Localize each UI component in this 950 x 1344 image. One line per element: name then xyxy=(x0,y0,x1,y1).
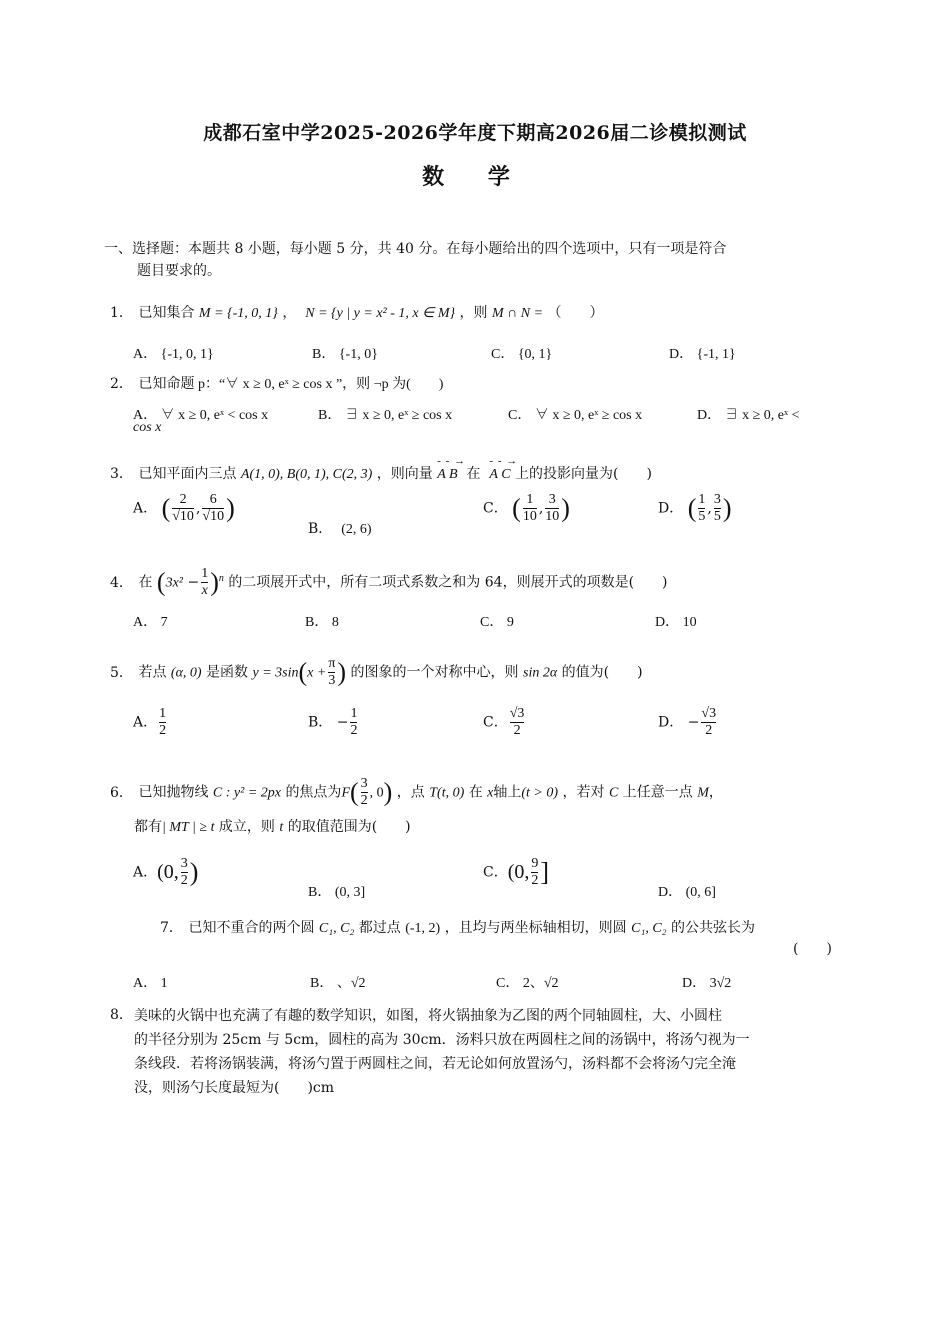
q4-option-a[interactable]: A． 7 xyxy=(133,615,168,630)
q8-line-2: 的半径分别为 25cm 与 5cm，圆柱的高为 30cm．汤料只放在两圆柱之间的汤锅中，将汤勺视为一 xyxy=(134,1032,750,1048)
q7-option-d[interactable]: D． 3√2 xyxy=(682,976,732,991)
q7-option-a[interactable]: A． 1 xyxy=(133,976,168,991)
q3-option-b[interactable]: B． (2, 6) xyxy=(308,521,372,537)
q7-option-b[interactable]: B． 、√2 xyxy=(310,976,366,991)
q5-option-a[interactable]: A． $\frac{1}{2}$ xyxy=(133,706,167,738)
q3-option-d[interactable]: D． ( $\frac{1}{5}$ , $\frac{3}{5}$ ) xyxy=(658,492,732,524)
q8-line-4: 没，则汤勺长度最短为( )cm xyxy=(134,1080,335,1096)
q6-option-a[interactable]: A．(0, $\frac{3}{2}$ ) xyxy=(133,856,199,888)
q2-option-c[interactable]: C． ∀ x ≥ 0, eˣ ≥ cos x xyxy=(508,408,643,423)
q5-option-b[interactable]: B． − $\frac{1}{2}$ xyxy=(308,706,358,738)
question-6-line2: 都有| MT | ≥ t 成立，则 t 的取值范围为( ) xyxy=(134,819,411,835)
question-8: 8． 美味的火锅中也充满了有趣的数学知识，如图，将火锅抽象为乙图的两个同轴圆柱，大、小圆柱 的半径分别为 25cm 与 5cm，圆柱的高为 30cm．汤料只放在两圆柱之间的汤锅中，将汤勺视为一 条线段．若将汤锅装满，将汤勺置于两圆柱之间，若无论如何放置汤勺，汤料都不会将汤勺完全淹 没，则汤勺长度最短为( )cm xyxy=(110,1004,855,1100)
question-3: 3． 已知平面内三点 A(1, 0), B(0, 1), C(2, 3) ，则向量 - - → A B 在 - - → A C 上的投影向量为( ) xyxy=(110,458,855,486)
section-heading-line1: 一、选择题：本题共 8 小题，每小题 5 分，共 40 分。在每小题给出的四个选项中，只有一项是符合 xyxy=(104,241,727,257)
q1-option-b[interactable]: B． {-1, 0} xyxy=(312,347,378,362)
q8-line-1: 美味的火锅中也充满了有趣的数学知识，如图，将火锅抽象为乙图的两个同轴圆柱，大、小圆柱 xyxy=(134,1008,722,1024)
q3-option-c[interactable]: C． ( $\frac{1}{10}$ , $\frac{3}{10}$ ) xyxy=(483,492,570,524)
q4-option-c[interactable]: C． 9 xyxy=(480,615,514,630)
section-heading xyxy=(104,238,854,282)
q1-option-d[interactable]: D． {-1, 1} xyxy=(669,347,736,362)
question-4: 4． 在 (3x² − $\frac{1}{x}$ )$^n$ 的二项展开式中，所有二项式系数之和为 64，则展开式的项数是( ) xyxy=(110,566,668,598)
question-7-answer-paren: ( ) xyxy=(793,941,832,957)
q4-option-d[interactable]: D． 10 xyxy=(655,615,697,630)
q1-option-a[interactable]: A． {-1, 0, 1} xyxy=(133,347,214,362)
vector-ab: - - → A B xyxy=(437,458,457,486)
section-heading-line2: 题目要求的。 xyxy=(137,263,221,279)
q2-option-b[interactable]: B． ∃ x ≥ 0, eˣ ≥ cos x xyxy=(318,408,453,423)
question-1: 1． 已知集合 M = {-1, 0, 1} ， N = {y | y = x² - 1, x ∈ M} ，则 M ∩ N = （ ） xyxy=(110,305,604,321)
q6-option-d[interactable]: D． (0, 6] xyxy=(658,885,716,900)
q2-option-d[interactable]: D． ∃ x ≥ 0, eˣ < xyxy=(697,408,800,423)
question-6: 6． 已知抛物线 C : y² = 2px 的焦点为F( $\frac{3}{2}$ , 0) ，点 T(t, 0) 在 x轴上(t > 0) ，若对 C 上任意一点 M， xyxy=(110,776,723,808)
q1-option-c[interactable]: C． {0, 1} xyxy=(491,347,553,362)
q6-option-b[interactable]: B． (0, 3] xyxy=(308,885,366,900)
q6-option-c[interactable]: C．(0, $\frac{9}{2}$ ] xyxy=(483,856,550,888)
subject-title: 数 学 xyxy=(422,164,528,190)
q5-option-d[interactable]: D． − $\frac{√3}{2}$ xyxy=(658,706,717,738)
question-7: 7． 已知不重合的两个圆 C₁, C₂ 都过点 (-1, 2) ，且均与两坐标轴相切，则圆 C₁, C₂ 的公共弦长为 xyxy=(160,920,756,936)
vector-ac: - - → A C xyxy=(489,458,510,486)
exam-title: 成都石室中学2025-2026学年度下期高2026届二诊模拟测试 xyxy=(203,122,747,144)
question-2: 2． 已知命题 p：“∀ x ≥ 0, eˣ ≥ cos x ”，则 ¬p 为( ) xyxy=(110,376,444,392)
q5-option-c[interactable]: C． $\frac{√3}{2}$ xyxy=(483,706,525,738)
q2-option-a[interactable]: A． ∀ x ≥ 0, eˣ < cos x xyxy=(133,408,269,423)
q8-line-3: 条线段．若将汤锅装满，将汤勺置于两圆柱之间，若无论如何放置汤勺，汤料都不会将汤勺完全淹 xyxy=(134,1056,736,1072)
q4-option-b[interactable]: B． 8 xyxy=(305,615,339,630)
q7-option-c[interactable]: C． 2、√2 xyxy=(496,976,559,991)
question-5: 5． 若点 (α, 0) 是函数 y = 3sin(x + $\frac{\pi}{3}$ ) 的图象的一个对称中心，则 sin 2α 的值为( ) xyxy=(110,656,643,688)
q3-option-a[interactable]: A． ( $\frac{2}{√10}$ , $\frac{6}{√10}$ ) xyxy=(133,492,235,524)
q2-option-d-continued: cos x xyxy=(133,420,162,435)
